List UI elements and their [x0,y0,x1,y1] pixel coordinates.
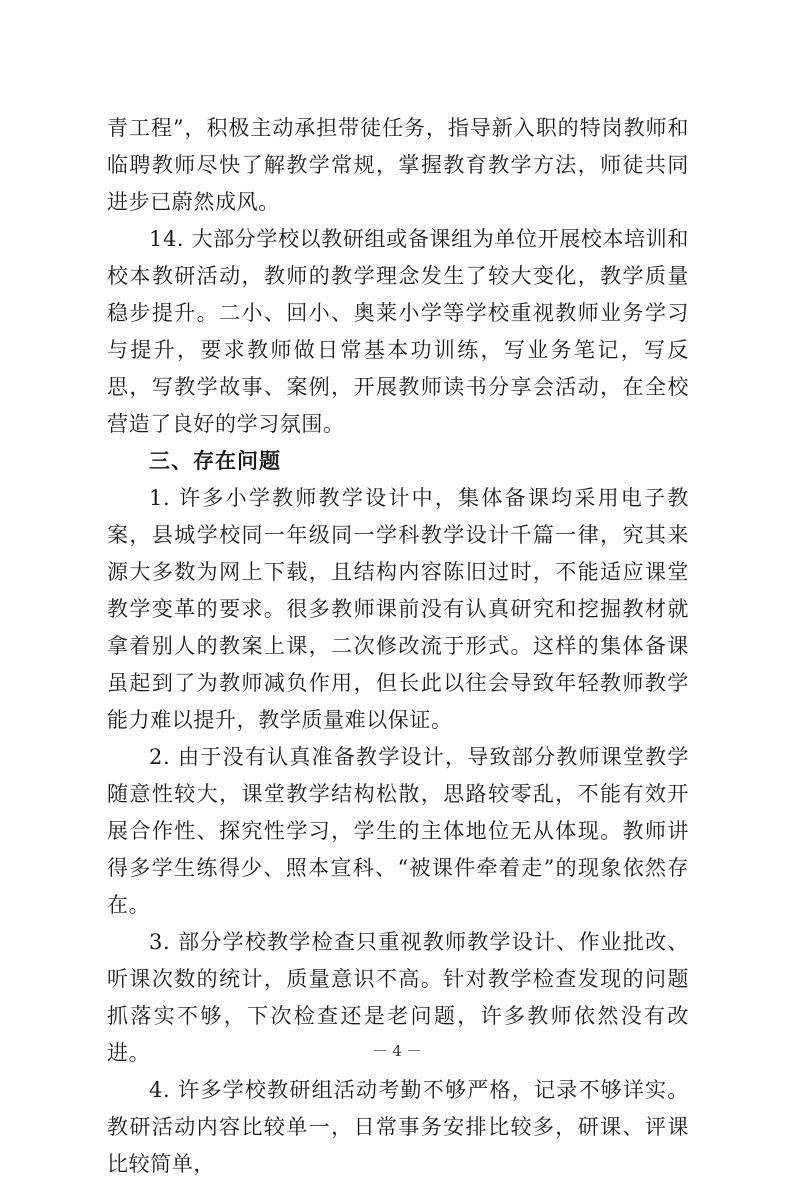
paragraph-1: 青工程”，积极主动承担带徒任务，指导新入职的特岗教师和临聘教师尽快了解教学常规，掌握教育教学方法，师徒共同进步已蔚然成风。 [107,116,689,214]
problem-item-3: 3. 部分学校教学检查只重视教师教学设计、作业批改、听课次数的统计，质量意识不高。针对教学检查发现的问题抓落实不够，下次检查还是老问题，许多教师依然没有改进。 [107,930,689,1065]
document-body [107,110,689,1183]
problem-item-1: 1. 许多小学教师教学设计中，集体备课均采用电子教案，县城学校同一年级同一学科教学设计千篇一律，究其来源大多数为网上下载，且结构内容陈旧过时，不能适应课堂教学变革的要求。很多教师课前没有认真研究和挖掘教材就拿着别人的教案上课，二次修改流于形式。这样的集体备课虽起到了为教师减负作用，但长此以往会导致年轻教师教学能力难以提升，教学质量难以保证。 [107,486,689,732]
paragraph-14: 14. 大部分学校以教研组或备课组为单位开展校本培训和校本教研活动，教师的教学理念发生了较大变化，教学质量稳步提升。二小、回小、奥莱小学等学校重视教师业务学习与提升，要求教师做日常基本功训练，写业务笔记，写反思，写教学故事、案例，开展教师读书分享会活动，在全校营造了良好的学习氛围。 [107,227,689,436]
problem-item-2: 2. 由于没有认真准备教学设计，导致部分教师课堂教学随意性较大，课堂教学结构松散，思路较零乱，不能有效开展合作性、探究性学习，学生的主体地位无从体现。教师讲得多学生练得少、照本宣科、“被课件牵着走”的现象依然存在。 [107,745,689,917]
problem-item-4: 4. 许多学校教研组活动考勤不够严格，记录不够详实。教研活动内容比较单一，日常事务安排比较多，研课、评课比较简单， [107,1078,689,1176]
section-heading-problems: 三、存在问题 [149,449,281,473]
page-number: － 4 － [372,1042,422,1060]
